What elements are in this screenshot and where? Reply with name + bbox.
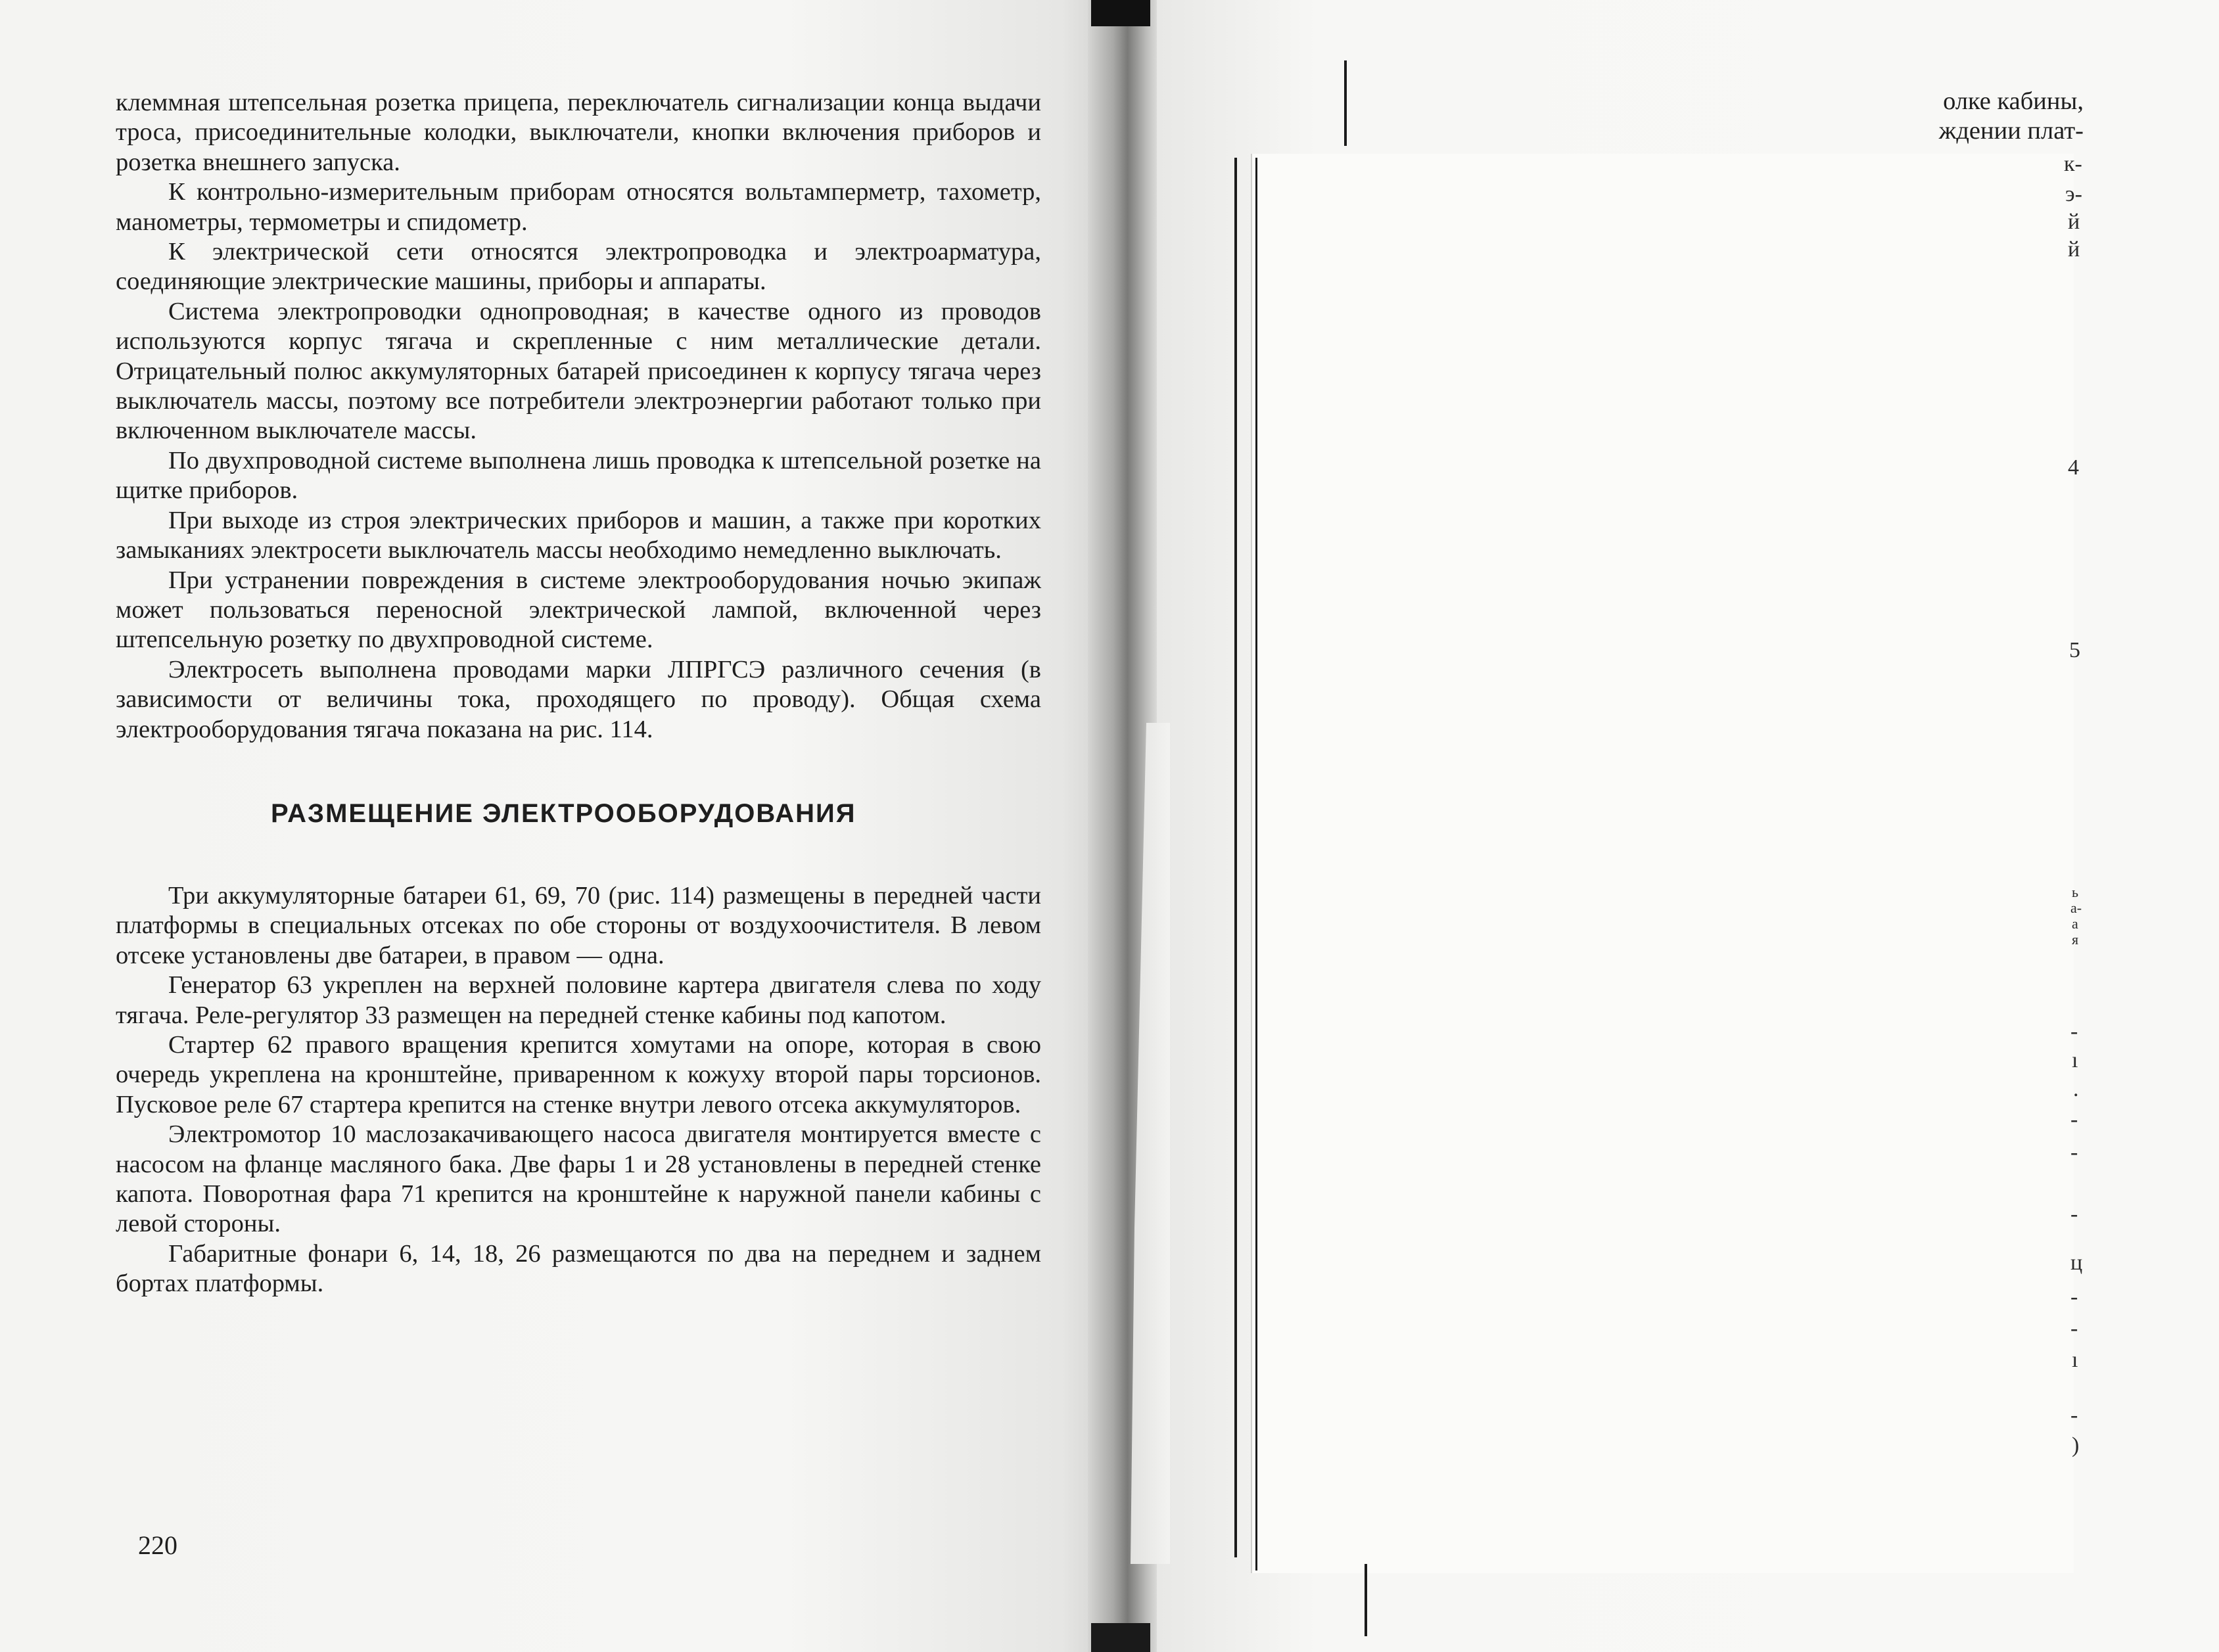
edge-line-bottom <box>1365 1564 1367 1636</box>
paragraphs-bottom <box>116 881 1041 1299</box>
paragraph: Три аккумуляторные батареи 61, 69, 70 (рис. 114) размещены в передней части платформы в специальных отсеках по обе стороны от воздухоочистителя. В левом отсеке установлены две батареи, в правом — одна. <box>116 881 1041 969</box>
edge-fragment: я <box>2072 931 2079 948</box>
paragraph: Генератор 63 укреплен на верхней половине картера двигателя слева по ходу тягача. Реле-регулятор 33 размещен на передней стенке кабины под капотом. <box>116 971 1041 1029</box>
paragraph: По двухпроводной системе выполнена лишь проводка к штепсельной розетке на щитке приборов. <box>116 446 1041 505</box>
edge-fragment: - <box>2070 1316 2078 1341</box>
paragraph: Стартер 62 правого вращения крепится хомутами на опоре, которая в свою очередь укреплена на кронштейне, приваренном к кожуху второй пары торсионов. Пусковое реле 67 стартера крепится на стенке внутри левого отсека аккумуляторов. <box>116 1030 1041 1118</box>
paragraph: К электрической сети относятся электропроводка и электроарматура, соединяющие электрические машины, приборы и аппараты. <box>116 238 1041 296</box>
edge-fragment: ı <box>2072 1048 2078 1072</box>
partial-line: ждении плат- <box>1938 117 2084 145</box>
edge-fragment: ) <box>2072 1433 2080 1457</box>
edge-line-top <box>1344 60 1347 146</box>
edge-fragment: ı <box>2072 1348 2078 1372</box>
section-heading: РАЗМЕЩЕНИЕ ЭЛЕКТРООБОРУДОВАНИЯ <box>271 798 856 828</box>
edge-fragment: а- <box>2070 900 2082 916</box>
edge-fragment: а <box>2072 915 2078 932</box>
edge-fragment: ц <box>2070 1250 2083 1275</box>
inserted-blank-sheet <box>1252 154 2074 1573</box>
edge-fragment: . <box>2073 1077 2079 1101</box>
paragraph: клеммная штепсельная розетка прицепа, переключатель сигнализации конца выдачи троса, присоединительные колодки, выключатели, кнопки включения приборов и розетка внешнего запуска. <box>116 89 1041 176</box>
edge-fragment: й <box>2068 210 2080 234</box>
edge-fragment: - <box>2070 1202 2078 1226</box>
right-page-partial-lines <box>1893 87 2084 147</box>
left-page-text <box>116 88 1041 1299</box>
edge-fragment: - <box>2070 1403 2078 1427</box>
paragraph: Электромотор 10 маслозакачивающего насоса двигателя монтируется вместе с насосом на фланце масляного бака. Две фары 1 и 28 установлены в передней стенке капота. Поворотная фара 71 крепится на кронштейне к наружной панели кабины с левой стороны. <box>116 1120 1041 1238</box>
edge-fragment: ь <box>2072 884 2079 900</box>
paragraph: Габаритные фонари 6, 14, 18, 26 размещаются по два на переднем и заднем бортах платформы. <box>116 1239 1041 1298</box>
edge-fragment: 5 <box>2069 638 2080 662</box>
edge-fragment: - <box>2070 1285 2078 1309</box>
paragraph: Система электропроводки однопроводная; в качестве одного из проводов используются корпус тягача и скрепленные с ним металлические детали. Отрицательный полюс аккумуляторных батарей присоединен к корпусу тягача через выключатель массы, поэтому все потребители электроэнергии работают только при включенном выключателе массы. <box>116 297 1041 445</box>
edge-fragment: э- <box>2065 182 2082 206</box>
paragraph: При выходе из строя электрических приборов и машин, а также при коротких замыканиях электросети выключатель массы необходимо немедленно выключать. <box>116 506 1041 564</box>
edge-fragment: - <box>2070 1107 2078 1132</box>
paragraph: Электросеть выполнена проводами марки ЛПРГСЭ различного сечения (в зависимости от величины тока, проходящего по проводу). Общая схема электрооборудования тягача показана на рис. 114. <box>116 655 1041 743</box>
edge-fragment: 4 <box>2068 455 2079 480</box>
partial-line: олке кабины, <box>1943 87 2084 115</box>
edge-fragment: - <box>2070 1140 2078 1164</box>
edge-line-outer <box>1234 158 1237 1557</box>
page-number: 220 <box>138 1530 177 1560</box>
edge-line-inner <box>1255 158 1257 1571</box>
edge-fragment: к- <box>2064 152 2082 176</box>
paragraph: К контрольно-измерительным приборам относятся вольтамперметр, тахометр, манометры, термометры и спидометр. <box>116 178 1041 236</box>
edge-fragment: - <box>2070 1019 2078 1044</box>
edge-fragment: й <box>2068 237 2080 262</box>
gutter-shadow-bottom <box>1091 1623 1150 1652</box>
gutter-shadow-top <box>1091 0 1150 26</box>
paragraph: При устранении повреждения в системе электрооборудования ночью экипаж может пользоваться переносной электрической лампой, включенной через штепсельную розетку по двухпроводной системе. <box>116 566 1041 654</box>
paragraphs-top <box>116 88 1041 745</box>
